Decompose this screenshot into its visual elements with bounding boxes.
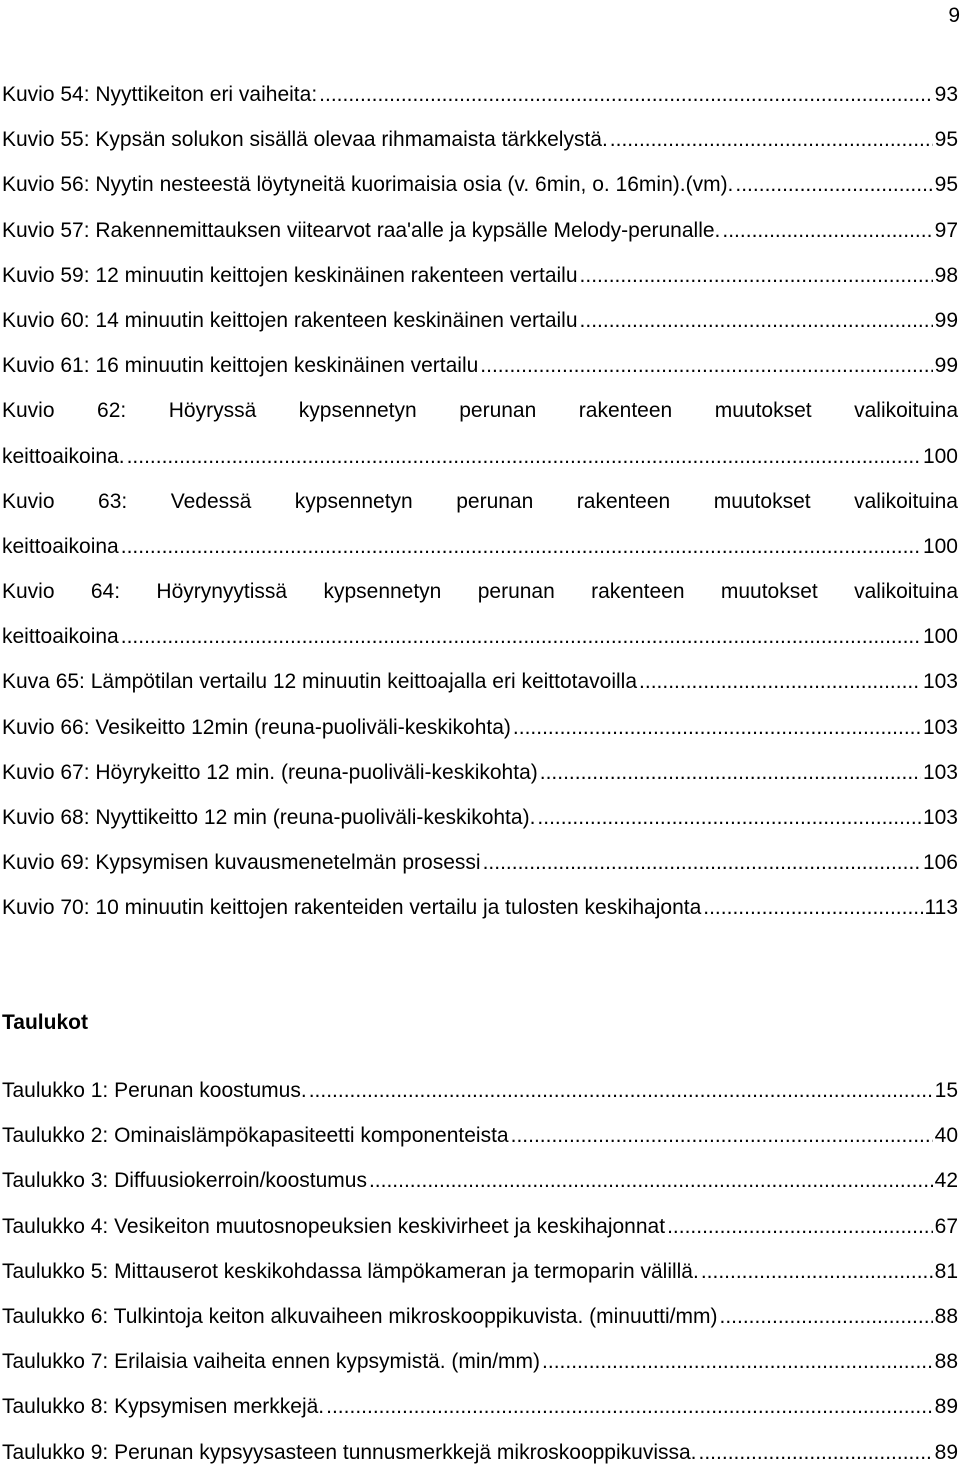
dot-leader: [369, 1158, 933, 1203]
toc-entry[interactable]: [2, 1113, 958, 1158]
toc-entry[interactable]: [2, 1068, 958, 1113]
entry-page: 95: [934, 128, 958, 152]
dot-leader: [127, 434, 921, 479]
toc-entry[interactable]: [2, 343, 958, 388]
dot-leader: [540, 750, 921, 795]
entry-label: Taulukko 3: Diffuusiokerroin/koostumus: [2, 1169, 367, 1193]
entry-page: 100: [922, 625, 958, 649]
entry-label: Kuvio 59: 12 minuutin keittojen keskinäinen rakenteen vertailu: [2, 263, 578, 287]
entry-page: 88: [934, 1304, 958, 1328]
dot-leader: [580, 298, 933, 343]
dot-leader: [580, 253, 933, 298]
entry-page: 89: [934, 1395, 958, 1419]
entry-page: 67: [934, 1214, 958, 1238]
entry-label: Taulukko 6: Tulkintoja keiton alkuvaiheen mikroskooppikuvista. (minuutti/mm): [2, 1304, 718, 1328]
dot-leader: [667, 1204, 933, 1249]
entry-label-line2: keittoaikoina: [2, 534, 119, 558]
figure-list: [2, 72, 958, 931]
entry-label: Kuvio 66: Vesikeitto 12min (reuna-puoliväli-keskikohta): [2, 715, 511, 739]
toc-entry[interactable]: [2, 388, 958, 478]
dot-leader: [735, 162, 932, 207]
entry-label-line1: Kuvio 63: Vedessä kypsennetyn perunan rakenteen muutokset valikoituina: [2, 489, 958, 513]
entry-label-line1: Kuvio 64: Höyrynyytissä kypsennetyn perunan rakenteen muutokset valikoituina: [2, 580, 958, 604]
toc-entry[interactable]: [2, 840, 958, 885]
toc-entry[interactable]: [2, 1294, 958, 1339]
entry-label: Kuva 65: Lämpötilan vertailu 12 minuutin keittoajalla eri keittotavoilla: [2, 670, 638, 694]
dot-leader: [699, 1430, 933, 1475]
entry-page: 88: [934, 1350, 958, 1374]
entry-label: Taulukko 2: Ominaislämpökapasiteetti komponenteista: [2, 1124, 509, 1148]
table-list: [2, 1068, 958, 1475]
entry-label: Taulukko 7: Erilaisia vaiheita ennen kypsymistä. (min/mm): [2, 1350, 541, 1374]
tables-heading: Taulukot: [2, 1011, 88, 1034]
toc-entry[interactable]: [2, 1204, 958, 1249]
entry-label-line2: keittoaikoina: [2, 625, 119, 649]
entry-label: Taulukko 9: Perunan kypsyysasteen tunnusmerkkejä mikroskooppikuvissa.: [2, 1440, 697, 1464]
toc-entry[interactable]: [2, 1384, 958, 1429]
dot-leader: [309, 1068, 933, 1113]
entry-page: 42: [934, 1169, 958, 1193]
entry-label: Kuvio 69: Kypsymisen kuvausmenetelmän prosessi: [2, 851, 481, 875]
entry-label: Kuvio 56: Nyytin nesteestä löytyneitä kuorimaisia osia (v. 6min, o. 16min).(vm).: [2, 173, 734, 197]
toc-entry[interactable]: [2, 795, 958, 840]
entry-label: Kuvio 57: Rakennemittauksen viitearvot raa'alle ja kypsälle Melody-perunalle.: [2, 218, 721, 242]
entry-label: Kuvio 61: 16 minuutin keittojen keskinäinen vertailu: [2, 354, 479, 378]
dot-leader: [639, 659, 921, 704]
entry-label-line1: Kuvio 62: Höyryssä kypsennetyn perunan rakenteen muutokset valikoituina: [2, 399, 958, 423]
toc-entry[interactable]: [2, 885, 958, 930]
entry-label: Kuvio 60: 14 minuutin keittojen rakenteen keskinäinen vertailu: [2, 308, 578, 332]
entry-page: 99: [934, 354, 958, 378]
entry-page: 103: [922, 760, 958, 784]
dot-leader: [722, 208, 932, 253]
page-number: 9: [948, 4, 960, 27]
dot-leader: [542, 1339, 933, 1384]
entry-label: Taulukko 5: Mittauserot keskikohdassa lämpökameran ja termoparin välillä.: [2, 1259, 699, 1283]
toc-entry[interactable]: [2, 659, 958, 704]
dot-leader: [610, 117, 933, 162]
entry-label: Kuvio 55: Kypsän solukon sisällä olevaa rihmamaista tärkkelystä.: [2, 128, 608, 152]
dot-leader: [513, 705, 921, 750]
entry-page: 97: [934, 218, 958, 242]
toc-entry[interactable]: [2, 298, 958, 343]
dot-leader: [326, 1384, 933, 1429]
entry-page: 99: [934, 308, 958, 332]
toc-entry[interactable]: [2, 117, 958, 162]
entry-page: 106: [922, 851, 958, 875]
dot-leader: [319, 72, 932, 117]
toc-entry[interactable]: [2, 1339, 958, 1384]
entry-label-line2: keittoaikoina.: [2, 444, 125, 468]
entry-page: 98: [934, 263, 958, 287]
dot-leader: [483, 840, 921, 885]
toc-entry[interactable]: [2, 253, 958, 298]
entry-label: Kuvio 70: 10 minuutin keittojen rakenteiden vertailu ja tulosten keskihajonta: [2, 896, 702, 920]
toc-entry[interactable]: [2, 1249, 958, 1294]
entry-page: 95: [934, 173, 958, 197]
dot-leader: [480, 343, 932, 388]
toc-entry[interactable]: [2, 1430, 958, 1475]
toc-entry[interactable]: [2, 208, 958, 253]
entry-page: 81: [934, 1259, 958, 1283]
toc-entry[interactable]: [2, 479, 958, 569]
toc-entry[interactable]: [2, 72, 958, 117]
entry-page: 103: [922, 806, 958, 830]
dot-leader: [537, 795, 921, 840]
entry-page: 93: [934, 83, 958, 106]
dot-leader: [701, 1249, 933, 1294]
toc-entry[interactable]: [2, 750, 958, 795]
dot-leader: [121, 524, 921, 569]
entry-page: 40: [934, 1124, 958, 1148]
toc-entry[interactable]: [2, 569, 958, 659]
entry-label: Kuvio 67: Höyrykeitto 12 min. (reuna-puoliväli-keskikohta): [2, 760, 538, 784]
entry-page: 103: [922, 715, 958, 739]
entry-page: 103: [922, 670, 958, 694]
entry-page: 15: [934, 1079, 958, 1102]
toc-entry[interactable]: [2, 1158, 958, 1203]
dot-leader: [703, 885, 922, 930]
entry-label: Taulukko 1: Perunan koostumus.: [2, 1079, 307, 1102]
toc-entry[interactable]: [2, 705, 958, 750]
entry-page: 100: [922, 444, 958, 468]
entry-label: Taulukko 4: Vesikeiton muutosnopeuksien keskivirheet ja keskihajonnat: [2, 1214, 666, 1238]
entry-label: Kuvio 54: Nyyttikeiton eri vaiheita:: [2, 83, 318, 106]
entry-label: Kuvio 68: Nyyttikeitto 12 min (reuna-puoliväli-keskikohta).: [2, 806, 536, 830]
dot-leader: [511, 1113, 933, 1158]
dot-leader: [720, 1294, 933, 1339]
entry-page: 89: [934, 1440, 958, 1464]
toc-entry[interactable]: [2, 162, 958, 207]
dot-leader: [121, 614, 921, 659]
entry-page: 100: [922, 534, 958, 558]
entry-page: 113: [924, 896, 958, 920]
entry-label: Taulukko 8: Kypsymisen merkkejä.: [2, 1395, 325, 1419]
